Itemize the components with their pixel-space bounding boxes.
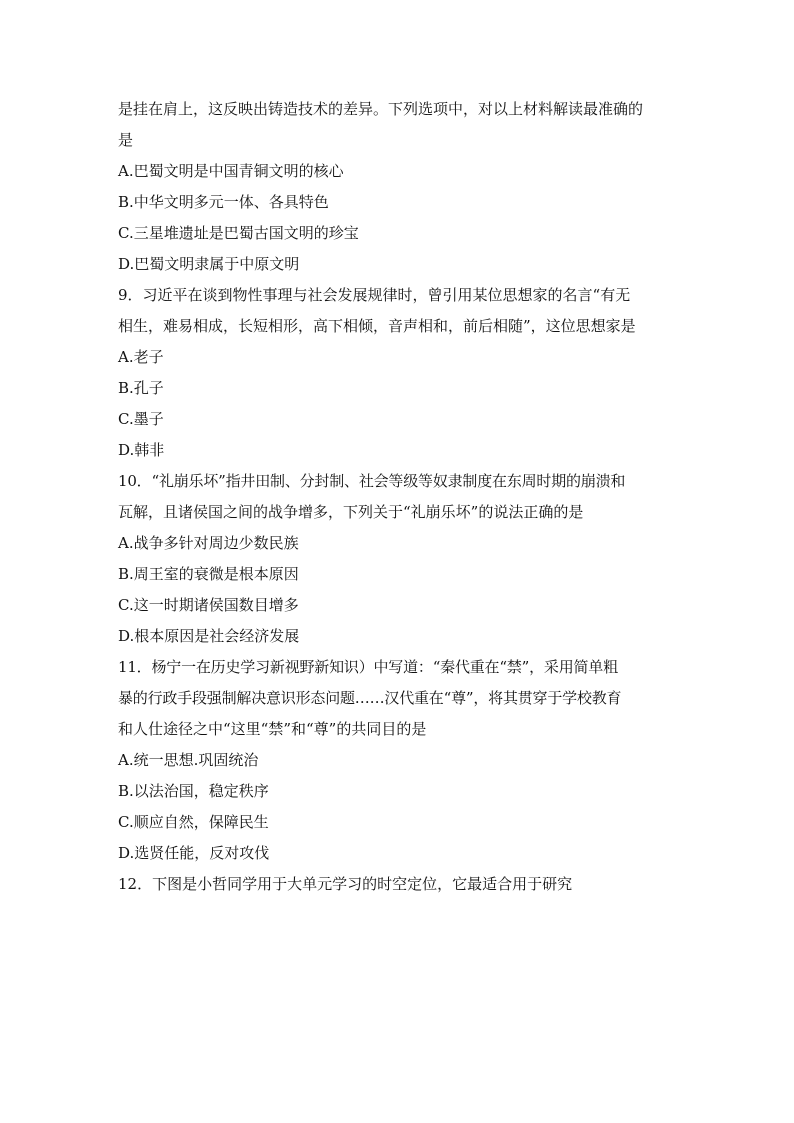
question-8-tail (118, 94, 678, 280)
question-stem-line: 和人仕途径之中“这里“禁”和“尊”的共同目的是 (118, 720, 427, 738)
question-stem-line: 9．习近平在谈到物性事理与社会发展规律时，曾引用某位思想家的名言“有无 (118, 286, 631, 304)
question-stem-line: 10．“礼崩乐坏”指井田制、分封制、社会等级等奴隶制度在东周时期的崩溃和 (118, 472, 626, 490)
option-c: C.顺应自然，保障民生 (118, 813, 269, 831)
option-a: A.老子 (118, 348, 164, 366)
question-10 (118, 466, 678, 652)
question-stem-line: 相生，难易相成，长短相形，高下相倾，音声相和，前后相随”，这位思想家是 (118, 317, 636, 335)
option-b: B.以法治国，稳定秩序 (118, 782, 269, 800)
question-stem-line: 瓦解，且诸侯国之间的战争增多，下列关于“礼崩乐坏”的说法正确的是 (118, 503, 584, 521)
option-b: B.中华文明多元一体、各具特色 (118, 193, 329, 211)
exam-page (118, 94, 678, 900)
option-c: C.这一时期诸侯国数目增多 (118, 596, 299, 614)
option-d: D.巴蜀文明隶属于中原文明 (118, 255, 300, 273)
question-stem-line: 是挂在肩上，这反映出铸造技术的差异。下列选项中，对以上材料解读最准确的 (118, 100, 644, 118)
option-b: B.周王室的衰微是根本原因 (118, 565, 299, 583)
option-d: D.选贤任能，反对攻伐 (118, 844, 270, 862)
option-c: C.墨子 (118, 410, 164, 428)
question-12 (118, 869, 678, 900)
question-11 (118, 652, 678, 869)
option-b: B.孔子 (118, 379, 164, 397)
option-d: D.韩非 (118, 441, 165, 459)
question-stem-line: 11．杨宁一在历史学习新视野新知识）中写道：“秦代重在“禁”，采用简单粗 (118, 658, 618, 676)
question-stem-line: 12．下图是小哲同学用于大单元学习的时空定位，它最适合用于研究 (118, 875, 573, 893)
question-stem-line: 暴的行政手段强制解决意识形态问题……汉代重在“尊”，将其贯穿于学校教育 (118, 689, 622, 707)
question-9 (118, 280, 678, 466)
option-a: A.战争多针对周边少数民族 (118, 534, 299, 552)
question-stem-line: 是 (118, 131, 134, 149)
option-a: A.统一思想.巩固统治 (118, 751, 259, 769)
option-c: C.三星堆遗址是巴蜀古国文明的珍宝 (118, 224, 359, 242)
option-a: A.巴蜀文明是中国青铜文明的核心 (118, 162, 344, 180)
option-d: D.根本原因是社会经济发展 (118, 627, 300, 645)
